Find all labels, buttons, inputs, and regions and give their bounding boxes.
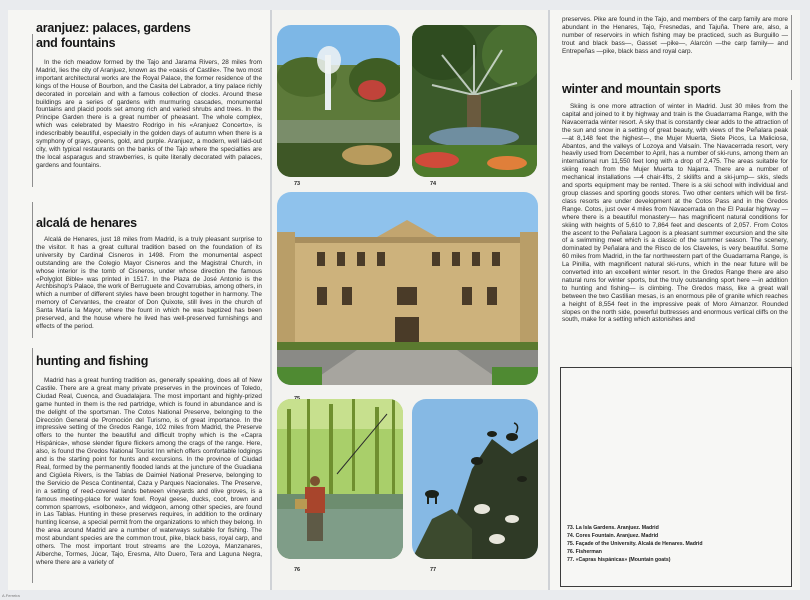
mountain-goats-image [412, 399, 538, 559]
photo-number: 73 [294, 181, 301, 187]
garden-fountain-image [277, 25, 400, 177]
column-rule [791, 15, 792, 80]
photo-number: 77 [430, 567, 437, 573]
fishing-continued-text: preserves. Pike are found in the Tajo, and members of the carp family are more abundant in the Henares, Tajo, Fresnedas, and Tajuña. There are, also, a number of reservoirs in which fishing may be practiced, such as Burguillo —trout and black bass—, Gasset —pike—, Alarcón —the carp family— and Entrepeñas —pike, black bass and royal carp. [562, 16, 788, 55]
photo-captions-box [560, 367, 792, 587]
left-page [8, 10, 270, 590]
column-rule [32, 202, 33, 338]
university-facade-image [277, 192, 538, 385]
printer-mark: A.Ferreira [2, 593, 20, 598]
title-line: aranjuez: palaces, gardens [36, 21, 191, 35]
section-title-winter-sports: winter and mountain sports [562, 82, 721, 96]
photo-page [272, 10, 548, 590]
alcala-body: Alcalá de Henares, just 18 miles from Madrid, is a truly pleasant surprise to the visitor. It has a great cultural tradition based on the foundation of its university by Cardinal Cisneros in 1498. From the monumental aspect outstanding are the Colegio Mayor Cisneros and the Magistral Church, in whose interior is the tomb of Cisneros, under whose direction the famous «Polyglot Bible» was printed in 1517. In the Plaza de José Antonio is the Archbishop's Palace, the work of Berruguete and Covarrubias, among others, in which a number of different styles have been brought together in harmony. The memory of Cervantes, the creator of Don Quixote, still lives in the church of Santa María la Mayor, where the fount in which he was baptized has been preserved, and the house where he lived has well-preserved furnishings and effects of the period. [36, 236, 262, 330]
caption-74: 74. Cores Fountain. Aranjuez. Madrid [567, 533, 659, 539]
column-rule [32, 348, 33, 583]
section-title-alcala: alcalá de henares [36, 216, 137, 230]
section-title-hunting: hunting and fishing [36, 354, 149, 368]
caption-75: 75. Façade of the University. Alcalá de Henares. Madrid [567, 541, 703, 547]
right-page [550, 10, 800, 590]
photo-74 [412, 25, 537, 177]
fisherman-image [277, 399, 403, 559]
aranjuez-body: In the rich meadow formed by the Tajo and Jarama Rivers, 28 miles from Madrid, lies the city of Aranjuez, known as the «oasis of Castile». The two most important architectural works are the Royal Palace, the former residence of the kings of the House of Bourbon, and the Casita del Labrador, a tiny palace richly decorated in porcelain and with a famous collection of clocks. Around these buildings are a series of gardens with murmuring cascades, monumental fountains and placid pools set among rich and varied shrubs and trees. In the Principe Garden there is a great number of pheasant. The whole complex, which was celebrated by Maestro Rodrigo in his «Aranjuez Concerto», is indescribably beautiful, especially in the golden days of autumn when there is a symphony of grays, greens, gold, and purple. Aranjuez, a modern, well laid-out city, with typical restaurants on the banks of the Tajo where the specialties are the local asparagus and strawberries, is quite literally decorated with palaces, gardens and fountains. [36, 59, 262, 169]
caption-76: 76. Fisherman [567, 549, 602, 555]
hunting-body: Madrid has a great hunting tradition as, generally speaking, does all of New Castile. There are a great many private preserves in the provinces of Toledo, Ciudad Real, Cuenca, and Guadalajara. The most important and highly-prized game hunted in them is the red partridge, which is found in abundance and is the delight of the sportsman. The Cotos National Preserve, belonging to the Dirección General de Promoción del Turismo, is of great importance. In the impressive setting of the Gredos Range, 102 miles from Madrid, the Preserve offers to the hunter the beautiful and difficult trophy which is the «Capra Hispánica», whose slender figure flickers among the crags of the range. Here, also, is found the Gredos National Tourist Inn which offers comfortable lodgings and is the starting point for hunts and excursions. In the province of Ciudad Real, formed by the permanently flooded lands at the juncture of the Guadiana and Cigüela Rivers, is the Tablas de Daimiel National Preserve, belonging to the Servicio de Pesca Continental, Caza y Parques Nacionales. The Preserve, in a setting of reed-covered lands between vineyards and olive groves, is a famous meeting-place for water fowl. Royal geese, ducks, coot, brown and common sparrows, «solbonex», and widgeon, among other species, are found in Las Tablas. Hunting in these preserves requires, in addition to the ordinary hunting license, a special permit from the organizations to which they belong. In the area around Madrid are a number of waterways suitable for fishing. The most abundant species are the common trout, pike, black bass, royal carp, and others. The most important trout streams are the Lozoya, Manzanares, Alberche, Tormes, Júcar, Tajo, Eresma, Alto Duero, Tera and Laguna Negra, where there are a variety of [36, 377, 262, 566]
photo-number: 76 [294, 567, 301, 573]
column-rule [32, 34, 33, 187]
caption-73: 73. La Isla Gardens. Aranjuez. Madrid [567, 525, 659, 531]
title-line: and fountains [36, 36, 116, 50]
photo-76 [277, 399, 403, 559]
section-title-aranjuez [36, 21, 191, 51]
caption-77: 77. «Capras hispánicas» (Mountain goats) [567, 557, 671, 563]
photo-73 [277, 25, 400, 177]
photo-number: 74 [430, 181, 437, 187]
winter-sports-body: Skiing is one more attraction of winter in Madrid. Just 30 miles from the capital and joined to it by highway and train is the Guadarrama Range, with the Navacerrada winter resort. A sky that is constantly clear adds to the attraction of the sun and snow in a setting of great beauty, with views of the Peñalara peak —at 8,148 feet the highest—, the Mujer Muerta, Siete Picos, La Maliciosa, Abantos, and the valleys of Lozoya and Valsaín. The Navacerrada resort, very heavily used from December to April, has a number of ski-runs, among them an international run 11,550 feet long with a drop of 2,475. The areas suitable for skiing reach from the Mujer Muerta to Najarra. There are a number of mechanical installations —4 chair-lifts, 2 skilifts and a ski-jump— skis, sleds and sports equipment may be rented. There is a ski school with individual and group classes and sporting goods stores. Two other centers which will be first-class resorts are under development at the Cotos Pass and in the Gredos Range. Cotos, just over 4 miles from Navacerrada on the El Paular highway —where there is a beautiful monastery— has magnificent natural conditions for skiing with heights of 5,610 to 7,864 feet and descents of 2,057. From Cotos the ascent to the Peñalara Lagoon is a pleasant summer excursion and the site of a swimming meet which is a classic of the summer season. The scenery, dominated by Peñalara and the Risco de los Claveles, is very beautiful. Some 60 miles from Madrid, in the far northwestern part of the Guadarrama Range, is La Pinilla, with magnificent natural ski-runs, which in the near future will be converted into an excellent winter resort. In the Gredos Range there are also natural runs for winter sports, but the truly outstanding sport here —in addition to hunting and fishing— is climbing. The Gredos mass, like a great wall between the two Castilian mesas, is an enormous pile of granite which reaches a height of 8,554 feet in the impressive peak of Moro Almanzor. Rounded slopes on the north side, powerful buttresses and enormous vertical cliffs on the south, make for a setting which astonishes and [562, 103, 788, 324]
column-rule [791, 90, 792, 370]
photo-77 [412, 399, 538, 559]
statue-fountain-image [412, 25, 537, 177]
photo-75 [277, 192, 538, 385]
